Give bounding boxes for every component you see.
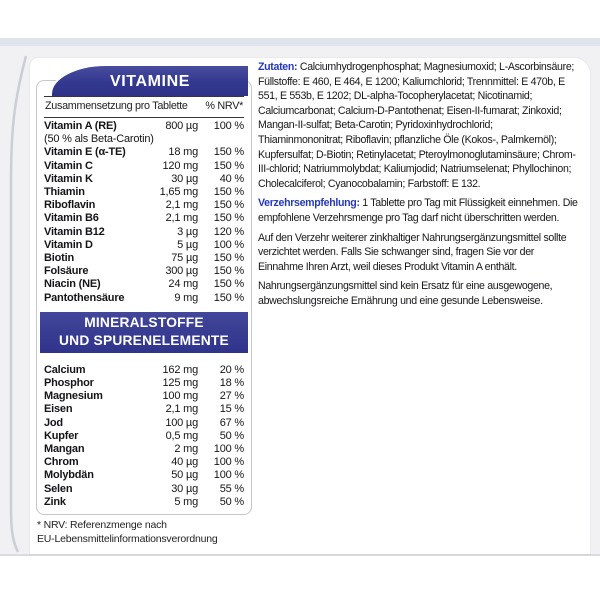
- nutrient-amount: 30 µg: [171, 172, 198, 185]
- nutrient-name: Riboflavin: [44, 199, 96, 212]
- nutrient-amount: 40 µg: [171, 456, 198, 469]
- nutrient-name: Vitamin E (α-TE): [44, 146, 126, 159]
- nutrient-nrv: 150 %: [213, 146, 244, 159]
- nutrient-amount: 75 µg: [171, 252, 198, 265]
- composition-header-label: Zusammensetzung pro Tablette: [45, 100, 188, 112]
- nutrient-name: Phosphor: [44, 377, 94, 390]
- nutrient-amount: 3 µg: [177, 225, 198, 238]
- nutrient-nrv: 15 %: [219, 403, 244, 416]
- table-row: [44, 496, 244, 509]
- nutrient-nrv: 100 %: [213, 120, 244, 132]
- nutrient-amount: 1,65 mg: [159, 186, 198, 199]
- nutrient-name: Chrom: [44, 456, 79, 469]
- nutrient-name: Niacin (NE): [44, 278, 101, 291]
- minerals-banner-line2: UND SPURENELEMENTE: [59, 332, 229, 348]
- nutrient-nrv: 67 %: [219, 416, 244, 429]
- table-row: [44, 483, 244, 496]
- nutrient-nrv: 150 %: [213, 252, 244, 265]
- nutrient-name: Vitamin K: [44, 172, 93, 185]
- table-row: [44, 212, 244, 225]
- dosage-label: Verzehrsempfehlung:: [258, 197, 360, 210]
- nutrient-amount: 162 mg: [162, 363, 198, 376]
- nutrient-nrv: 100 %: [213, 456, 244, 469]
- nutrient-nrv: 100 %: [213, 469, 244, 482]
- table-row: [44, 146, 244, 159]
- nutrient-amount: 0,5 mg: [165, 429, 198, 442]
- nutrient-nrv: 40 %: [219, 172, 244, 185]
- nutrient-nrv: 120 %: [213, 225, 244, 238]
- vitamins-banner: [52, 66, 248, 96]
- table-row: [44, 377, 244, 390]
- nutrient-nrv: [204, 133, 244, 146]
- nutrient-nrv: 150 %: [213, 159, 244, 172]
- nutrient-name: Calcium: [44, 363, 86, 376]
- package-left-edge-curve: [0, 46, 40, 554]
- table-row: [44, 456, 244, 469]
- nrv-footnote-line1: * NRV: Referenzmenge nach: [37, 519, 167, 531]
- nutrient-name: Jod: [44, 416, 63, 429]
- nutrient-amount: 9 mg: [174, 291, 198, 304]
- nutrient-name: Thiamin: [44, 186, 85, 199]
- nutrient-nrv: 50 %: [219, 495, 244, 508]
- nutrient-amount: 24 mg: [168, 278, 198, 291]
- table-row: [44, 186, 244, 199]
- nutrient-nrv: 20 %: [219, 363, 244, 376]
- disclaimer-paragraph: Nahrungsergänzungsmittel sind kein Ersatz für eine ausgewogene, abwechslungsreiche Ernährung und eine gesunde Lebensweise.: [258, 280, 553, 307]
- nutrient-amount: 100 µg: [165, 416, 198, 429]
- nutrient-amount: 50 µg: [171, 469, 198, 482]
- nutrient-name: Vitamin C: [44, 159, 93, 172]
- nutrient-name: Vitamin A (RE): [44, 120, 117, 132]
- nutrient-name: Kupfer: [44, 429, 79, 442]
- nutrient-amount: 800 µg: [165, 120, 198, 132]
- nutrient-name: Zink: [44, 495, 66, 508]
- table-row: [44, 226, 244, 239]
- nutrient-amount: 300 µg: [165, 265, 198, 278]
- nutrient-nrv: 55 %: [219, 482, 244, 495]
- ingredients-column: [258, 60, 580, 314]
- nutrient-nrv: 150 %: [213, 186, 244, 199]
- nutrient-name: Vitamin B6: [44, 212, 99, 225]
- table-row: [44, 199, 244, 212]
- warning-paragraph: Auf den Verzehr weiterer zinkhaltiger Nahrungsergänzungsmittel sollte verzichtet werden. Falls Sie schwanger sind, fragen Sie vor der Einnahme Ihren Arzt, weil dieses Produkt Vitamin A enthält.: [258, 231, 567, 273]
- nutrient-nrv: 18 %: [219, 377, 244, 390]
- nutrient-name: Vitamin D: [44, 238, 93, 251]
- nutrition-table-header: [44, 96, 244, 118]
- nutrient-nrv: 50 %: [219, 429, 244, 442]
- nutrient-name: Magnesium: [44, 390, 103, 403]
- ingredients-text: Calciumhydrogenphosphat; Magnesiumoxid; L-Ascorbinsäure; Füllstoffe: E 460, E 464, E 1200; Kaliumchlorid; Trennmittel: E 470b, E 551, E 553b, E 1202; DL-alpha-Tocopherylacetat; Nicotinamid; Calciumcarbonat; Calcium-D-Pantothenat; Eisen-II-fumarat; Zinkoxid; Mangan-II-sulfat; Beta-Carotin; Pyridoxinhydrochlorid; Thiaminmononitrat; Riboflavin; pflanzliche Öle (Kokos-, Palmkernöl); Kupfersulfat; D-Biotin; Retinylacetat; Pteroylmonoglutaminsäure; Chrom-III-chlorid; Natriummolybdat; Kaliumjodid; Natriumselenat; Phyllochinon; Cholecalciferol; Cyanocobalamin; Farbstoff: E 132.: [258, 61, 576, 190]
- minerals-banner-line1: MINERALSTOFFE: [84, 314, 204, 330]
- nutrient-name: Vitamin B12: [44, 225, 105, 238]
- nutrient-nrv: 150 %: [213, 212, 244, 225]
- table-row: [44, 120, 244, 133]
- table-row: [44, 469, 244, 482]
- dosage-text: 1 Tablette pro Tag mit Flüssigkeit einnehmen. Die empfohlene Verzehrsmenge pro Tag darf nicht überschritten werden.: [258, 197, 578, 224]
- table-row: [44, 173, 244, 186]
- nrv-footnote-line2: EU-Lebensmittelinformationsverordnung: [37, 532, 218, 545]
- minerals-table: [44, 364, 244, 509]
- nrv-footnote: [37, 519, 218, 546]
- nutrient-amount: 5 µg: [177, 238, 198, 251]
- nutrient-amount: 30 µg: [171, 482, 198, 495]
- nutrient-amount: 120 mg: [162, 159, 198, 172]
- table-row: [44, 417, 244, 430]
- nutrient-amount: [154, 133, 204, 146]
- nutrient-nrv: 150 %: [213, 265, 244, 278]
- table-row: [44, 133, 244, 146]
- nutrient-amount: 2,1 mg: [165, 212, 198, 225]
- nutrition-table-panel: [36, 80, 252, 515]
- ingredients-label: Zutaten:: [258, 61, 298, 73]
- table-row: [44, 403, 244, 416]
- nutrient-amount: 100 mg: [162, 390, 198, 403]
- table-row: [44, 265, 244, 278]
- nutrient-amount: 2,1 mg: [165, 403, 198, 416]
- nrv-header-label: % NRV*: [205, 100, 243, 112]
- vitamins-banner-label: VITAMINE: [109, 73, 191, 90]
- nutrient-nrv: 150 %: [213, 291, 244, 304]
- nutrient-name: Folsäure: [44, 265, 89, 278]
- nutrient-name: Biotin: [44, 252, 74, 265]
- table-row: [44, 239, 244, 252]
- nutrient-nrv: 100 %: [213, 443, 244, 456]
- ingredients-paragraph: [258, 60, 580, 191]
- nutrient-nrv: 150 %: [213, 199, 244, 212]
- nutrient-name: Selen: [44, 482, 73, 495]
- nutrient-name: (50 % als Beta-Carotin): [44, 133, 154, 146]
- nutrient-nrv: 100 %: [213, 238, 244, 251]
- nutrient-name: Eisen: [44, 403, 73, 416]
- nutrient-nrv: 27 %: [219, 390, 244, 403]
- table-row: [44, 252, 244, 265]
- nutrient-amount: 2,1 mg: [165, 199, 198, 212]
- nutrient-amount: 2 mg: [174, 443, 198, 456]
- nutrient-name: Molybdän: [44, 469, 94, 482]
- vitamins-table: [44, 120, 244, 305]
- nutrient-nrv: 150 %: [213, 278, 244, 291]
- dosage-paragraph: [258, 196, 580, 225]
- table-row: [44, 292, 244, 305]
- table-row: [44, 278, 244, 291]
- nutrient-name: Pantothensäure: [44, 291, 125, 304]
- table-row: [44, 390, 244, 403]
- nutrient-amount: 18 mg: [168, 146, 198, 159]
- table-row: [44, 160, 244, 173]
- minerals-banner: [40, 312, 248, 353]
- nutrient-amount: 5 mg: [174, 495, 198, 508]
- nutrient-amount: 125 mg: [162, 377, 198, 390]
- table-row: [44, 430, 244, 443]
- nutrient-name: Mangan: [44, 443, 85, 456]
- table-row: [44, 443, 244, 456]
- table-row: [44, 364, 244, 377]
- package-top-edge: [0, 38, 600, 46]
